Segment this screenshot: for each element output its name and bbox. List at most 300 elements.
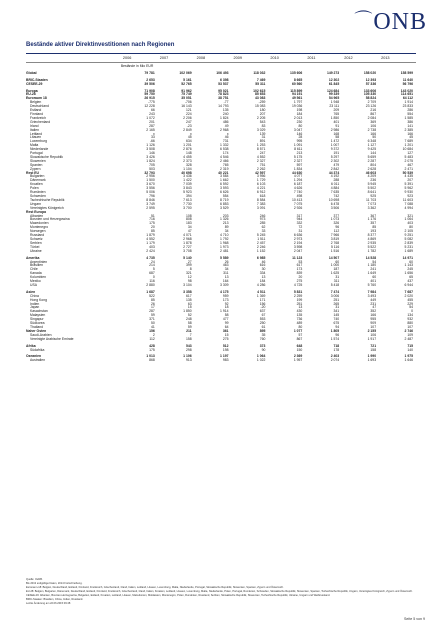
table-cell: 2 205 xyxy=(256,115,266,120)
table-cell: 35 051 xyxy=(181,96,192,101)
table-cell: 437 xyxy=(407,279,413,284)
table-cell: 95 021 xyxy=(218,88,229,93)
table-cell: 428 xyxy=(149,343,155,348)
table-cell: 715 xyxy=(407,343,413,348)
table-cell: 3 593 xyxy=(220,186,229,191)
table-cell: 9 930 xyxy=(404,190,413,195)
table-cell: 2 424 xyxy=(146,248,155,253)
row-label: Vereinigtes Königreich xyxy=(30,205,64,210)
table-cell: 2 628 xyxy=(367,166,377,171)
table-cell: 5 483 xyxy=(404,154,413,159)
table-cell: 3 029 xyxy=(256,127,266,132)
table-cell: 6 011 xyxy=(330,182,340,187)
table-cell: 4 884 xyxy=(330,186,340,191)
table-cell: 2 839 xyxy=(404,240,413,245)
table-cell: 54 965 xyxy=(328,96,340,101)
table-cell: 216 xyxy=(370,108,377,113)
table-cell: 39 506 xyxy=(144,81,155,86)
table-cell: 479 xyxy=(333,162,340,167)
table-cell: 2 155 xyxy=(367,328,377,333)
table-cell: 5 923 xyxy=(183,190,192,195)
table-cell: 4 286 xyxy=(256,282,266,287)
table-cell: 241 xyxy=(370,267,377,272)
table-cell: 3 506 xyxy=(330,205,340,210)
table-cell: 7 xyxy=(189,332,192,337)
footnote: BRIC-Staaten: Brasilien, China, Indien, Russland. xyxy=(26,598,84,601)
table-cell: 66 xyxy=(150,108,155,113)
table-cell: 10 413 xyxy=(291,197,303,202)
table-cell: 26 xyxy=(150,301,155,306)
table-cell: 705 xyxy=(149,162,155,167)
table-cell: 150 xyxy=(296,347,303,352)
table-cell: 285 xyxy=(259,221,266,226)
table-cell: 2 319 xyxy=(220,166,229,171)
table-cell: 554 xyxy=(222,194,229,198)
table-cell: 3 436 xyxy=(183,174,192,179)
table-cell: 80 xyxy=(409,225,413,230)
table-cell: 85 xyxy=(150,229,155,234)
table-cell: 11 703 xyxy=(365,197,377,202)
row-label: Rest Europa xyxy=(26,209,46,214)
table-cell: 5 831 xyxy=(293,289,303,294)
table-cell: 522 xyxy=(149,293,155,298)
table-cell: 59 750 xyxy=(144,92,155,97)
table-cell: 1 805 xyxy=(330,328,340,333)
table-cell: 53 xyxy=(298,259,303,264)
table-cell: 2 876 xyxy=(183,147,192,152)
table-cell: 240 xyxy=(222,111,229,116)
table-cell: 1 879 xyxy=(146,233,155,238)
table-cell: 1 007 xyxy=(330,143,340,148)
table-cell: 3 362 xyxy=(367,205,377,210)
table-cell: 158 599 xyxy=(400,70,413,75)
table-cell: 3 584 xyxy=(220,174,229,179)
table-cell: 114 651 xyxy=(400,92,413,97)
table-cell: 26 xyxy=(224,259,229,264)
table-cell: 6 985 xyxy=(256,255,266,260)
row-label: Afrika xyxy=(26,343,36,348)
row-label: Schweiz xyxy=(30,236,43,241)
row-label: Amerika xyxy=(26,255,40,260)
table-cell: 8 584 xyxy=(256,197,266,202)
table-cell: 18 xyxy=(224,305,229,310)
table-cell: 85 xyxy=(150,297,155,302)
table-cell: 2 165 xyxy=(146,127,155,132)
table-cell: 5 140 xyxy=(183,255,192,260)
table-cell: 60 xyxy=(409,259,413,264)
table-cell: 1 472 xyxy=(330,139,340,144)
row-label: CESEE-29 xyxy=(26,81,43,86)
table-cell: 2 385 xyxy=(404,127,413,132)
row-label: Estland xyxy=(30,108,42,113)
table-cell: 109 xyxy=(407,332,413,337)
row-label: Belgien xyxy=(30,100,42,105)
table-cell: 1 957 xyxy=(293,358,303,363)
table-cell: 3 598 xyxy=(293,244,303,249)
table-cell: 164 xyxy=(222,279,229,284)
table-cell: 543 xyxy=(259,119,266,124)
table-cell: 6 626 xyxy=(220,190,229,195)
table-cell: 5 297 xyxy=(330,154,340,159)
table-cell: 403 xyxy=(149,244,155,249)
table-cell: 198 xyxy=(296,108,303,113)
table-cell: 3 556 xyxy=(146,186,155,191)
row-label: Niederlande xyxy=(30,147,49,152)
table-cell: 1 253 xyxy=(256,143,266,148)
table-cell: 44 630 xyxy=(291,170,303,175)
table-cell: 839 xyxy=(296,271,303,276)
table-cell: 12 xyxy=(187,275,192,280)
table-cell: 403 xyxy=(407,221,413,226)
row-label: Russland xyxy=(30,233,45,238)
table-cell: -706 xyxy=(184,100,192,105)
table-cell: 246 xyxy=(259,213,266,218)
table-cell: 115 899 xyxy=(290,88,303,93)
row-label: Frankreich xyxy=(30,115,47,120)
table-cell: 1 201 xyxy=(183,143,192,148)
table-cell: 106 xyxy=(370,123,377,128)
table-cell: 369 xyxy=(370,119,377,124)
table-cell: 247 xyxy=(185,119,192,124)
table-cell: 107 xyxy=(407,325,413,329)
table-cell: 1 126 xyxy=(146,143,155,148)
table-cell: 23 833 xyxy=(402,104,413,109)
table-cell: 23 111 xyxy=(329,104,340,109)
table-cell: 158 xyxy=(185,336,192,341)
table-cell: 4 552 xyxy=(256,154,266,159)
table-cell: 637 xyxy=(259,309,266,314)
row-label: Irland xyxy=(30,123,39,128)
table-cell: 78 823 xyxy=(218,92,229,97)
table-cell: 959 xyxy=(222,293,229,298)
table-cell: 2 246 xyxy=(256,244,266,249)
table-cell: 0 xyxy=(411,309,413,314)
table-cell: 2 956 xyxy=(146,174,155,179)
table-cell: 57 336 xyxy=(365,81,377,86)
table-cell: 144 xyxy=(370,151,377,156)
table-cell: 394 xyxy=(185,194,192,198)
table-cell: 328 xyxy=(185,162,192,167)
table-cell: 4 994 xyxy=(404,205,413,210)
row-label: Naher Osten xyxy=(26,328,47,333)
table-cell: 135 xyxy=(185,297,192,302)
table-cell: 4 455 xyxy=(183,154,192,159)
table-cell: 1 574 xyxy=(330,336,340,341)
table-cell: 65 xyxy=(409,275,413,280)
table-cell: 3 091 xyxy=(256,205,266,210)
table-cell: 3 956 xyxy=(256,174,266,179)
table-cell: 173 xyxy=(296,267,303,272)
table-cell: 2 105 xyxy=(404,229,413,234)
table-cell: 75 749 xyxy=(181,92,192,97)
table-cell: 51 xyxy=(150,213,155,218)
table-cell: 6 398 xyxy=(220,77,229,82)
table-cell: 53 537 xyxy=(218,81,229,86)
table-cell: 112 xyxy=(149,336,155,341)
table-cell: 8 665 xyxy=(293,77,303,82)
table-row xyxy=(26,288,416,295)
table-cell: 2 013 xyxy=(293,115,303,120)
table-cell: 52 765 xyxy=(181,81,192,86)
table-cell: 7 383 xyxy=(256,201,266,206)
table-cell: 718 xyxy=(333,343,340,348)
table-cell: 5 xyxy=(152,267,155,272)
table-cell: 96 xyxy=(335,225,340,230)
table-cell: 43 083 xyxy=(255,96,266,101)
table-cell: 341 xyxy=(333,309,340,314)
table-cell: 7 740 xyxy=(293,190,303,195)
row-label: Ukraine xyxy=(30,248,42,253)
table-cell: 597 xyxy=(296,162,303,167)
table-cell: 1 127 xyxy=(367,143,377,148)
table-cell: 675 xyxy=(333,321,340,326)
row-label: Südkorea xyxy=(30,321,45,326)
year-header: 2010 xyxy=(268,55,305,62)
table-cell: 173 xyxy=(222,297,229,302)
table-cell: 5 589 xyxy=(220,255,229,260)
table-cell: 1 625 xyxy=(330,271,340,276)
table-cell: 247 xyxy=(259,151,266,156)
footnotes xyxy=(26,578,418,606)
table-cell: 760 xyxy=(259,336,266,341)
table-cell: 4 869 xyxy=(367,236,377,241)
table-cell: 213 xyxy=(296,151,303,156)
table-cell: 143 020 xyxy=(400,88,413,93)
table-cell: 83 xyxy=(261,123,266,128)
table-cell: 3 819 xyxy=(330,236,340,241)
table-cell: 1 064 xyxy=(256,354,266,359)
table-cell: 28 xyxy=(298,135,303,140)
table-cell: 23 126 xyxy=(365,104,377,109)
table-cell: 6 636 xyxy=(293,233,303,238)
table-cell: 1 824 xyxy=(220,115,229,120)
table-cell: 5 082 xyxy=(404,236,413,241)
table-cell: 102 615 xyxy=(253,88,266,93)
table-cell: 2 466 xyxy=(220,158,229,163)
table-cell: 617 xyxy=(185,293,192,298)
table-cell: 1 914 xyxy=(220,309,229,314)
table-cell: 33 xyxy=(150,135,155,140)
table-cell: 2 986 xyxy=(330,127,340,132)
year-header: 2009 xyxy=(232,55,269,62)
table-cell: 1 073 xyxy=(330,217,340,222)
table-cell: 106 xyxy=(370,332,377,337)
footnote: Letzte Änderung am 22.06.2015 09:48 xyxy=(26,602,71,605)
table-cell: 1 792 xyxy=(220,236,229,241)
row-label: Finnland xyxy=(30,111,44,116)
table-cell: 5 522 xyxy=(367,244,377,249)
table-cell: 486 xyxy=(222,119,229,124)
table-cell: 6 187 xyxy=(293,182,303,187)
unit-label: Bestände in Mio EUR xyxy=(120,63,154,68)
table-cell: 158 020 xyxy=(363,70,377,75)
table-cell: 1 179 xyxy=(146,240,155,245)
table-cell: 2 709 xyxy=(367,100,377,105)
table-cell: 89 xyxy=(224,225,229,230)
table-cell: 8 846 xyxy=(146,197,155,202)
table-cell: 7 687 xyxy=(404,289,413,294)
row-label: Australien xyxy=(30,358,46,363)
table-cell: 141 xyxy=(407,123,413,128)
row-label: Türkei xyxy=(30,244,40,249)
table-cell: 13 xyxy=(224,275,229,280)
table-cell: 463 xyxy=(222,263,229,268)
table-cell: 796 xyxy=(149,194,155,198)
table-cell: 2 074 xyxy=(330,358,340,363)
table-cell: 61 845 xyxy=(328,81,340,86)
table-cell: 742 xyxy=(333,194,340,198)
table-cell: 236 xyxy=(370,178,377,183)
table-cell: 52 xyxy=(187,313,192,318)
table-cell: 275 xyxy=(296,279,303,284)
table-cell: 54 xyxy=(409,305,413,310)
table-cell: 214 xyxy=(149,263,155,268)
table-cell: 16 143 xyxy=(181,104,192,109)
table-cell: 973 xyxy=(259,217,266,222)
table-cell: 373 xyxy=(259,343,266,348)
row-label: Bosnien und Herzegowina xyxy=(30,217,70,222)
table-cell: 4 735 xyxy=(146,255,155,260)
table-cell: 10 684 xyxy=(402,147,413,152)
table-cell: 357 xyxy=(370,221,377,226)
table-cell: 288 xyxy=(333,178,340,183)
table-cell: 56 796 xyxy=(402,81,413,86)
row-label: Ungarn xyxy=(30,201,42,206)
table-cell: 2 849 xyxy=(183,127,192,132)
page-number: Seite 5 von 9 xyxy=(404,617,425,621)
table-cell: 6 592 xyxy=(220,182,229,187)
table-cell: 127 xyxy=(407,151,413,156)
table-cell: 721 xyxy=(370,343,377,348)
table-cell: 1 000 xyxy=(330,263,340,268)
table-cell: 67 xyxy=(261,313,266,318)
table-cell: 11 640 xyxy=(402,77,413,82)
table-cell: 5 161 xyxy=(183,77,192,82)
table-cell: 5 006 xyxy=(146,190,155,195)
table-cell: 3 529 xyxy=(220,205,229,210)
table-cell: 543 xyxy=(185,343,192,348)
table-cell: 955 xyxy=(370,317,377,322)
table-cell: 85 653 xyxy=(255,92,266,97)
table-cell: 229 xyxy=(407,301,413,306)
table-cell: 40 698 xyxy=(181,170,192,175)
table-cell: 648 xyxy=(296,343,303,348)
table-cell: 46 xyxy=(261,259,266,264)
table-cell: 2 595 xyxy=(146,205,155,210)
table-cell: 17 xyxy=(150,305,155,310)
table-cell: 34 xyxy=(224,267,229,272)
table-cell: 1 687 xyxy=(146,289,155,294)
row-label: Kanada xyxy=(30,271,42,276)
table-cell: 41 xyxy=(150,325,155,329)
table-cell: 47 xyxy=(372,305,377,310)
table-cell: 2 327 xyxy=(293,158,303,163)
row-label: Malaysien xyxy=(30,313,46,318)
row-label: Japan xyxy=(30,305,40,310)
table-cell: 1 511 xyxy=(257,236,266,241)
table-cell: 207 xyxy=(407,178,413,183)
table-cell: 14 507 xyxy=(328,255,340,260)
row-label: Portugal xyxy=(30,151,43,156)
table-cell: 868 xyxy=(149,358,155,363)
table-cell: 63 xyxy=(187,301,192,306)
table-cell: 184 xyxy=(259,279,266,284)
table-cell: 371 xyxy=(149,317,155,322)
row-label: Schweden xyxy=(30,194,46,198)
table-cell: 10 698 xyxy=(328,197,340,202)
year-header: 2013 xyxy=(379,55,416,62)
footnote: CESEE-29: Albanien, Bosnien-Herzegowina, Bulgarien, Estland, Kroatien, Lettland, Litauen, Mazedonien, Moldawien, Montenegro, Polen, Rumänien, Russland, Serbien, Slowakische Republik, Slowenien, Tschechische Republik, Ukraine, Ungarn und Weißrussland. xyxy=(26,594,331,597)
row-label: Ozeanien xyxy=(26,354,42,359)
table-cell: 209 xyxy=(333,108,340,113)
table-cell: 243 xyxy=(149,111,155,116)
table-cell: 765 xyxy=(333,111,340,116)
table-cell: 55 311 xyxy=(255,81,266,86)
row-label: Thailand xyxy=(30,325,44,329)
table-cell: 15 083 xyxy=(255,104,266,109)
table-cell: 46 xyxy=(224,135,229,140)
table-cell: 2 206 xyxy=(183,115,192,120)
table-cell: 287 xyxy=(149,309,155,314)
row-label: Lettland xyxy=(30,131,43,136)
table-cell: 96 xyxy=(335,332,340,337)
table-cell: 80 xyxy=(298,325,303,329)
table-cell: 135 606 xyxy=(290,70,303,75)
table-cell: -775 xyxy=(147,100,155,105)
row-label: Saudi-Arabien xyxy=(30,332,52,337)
table-cell: 2 968 xyxy=(220,127,229,132)
table-cell: 367 xyxy=(370,213,377,218)
table-cell: 54 xyxy=(372,259,377,264)
table-cell: 361 xyxy=(222,328,229,333)
table-cell: 6 944 xyxy=(404,282,413,287)
table-cell: 184 xyxy=(296,111,303,116)
table-cell: 5 760 xyxy=(367,282,377,287)
table-cell: 4 725 xyxy=(293,282,303,287)
table-cell: 11 123 xyxy=(292,255,303,260)
table-cell: 1 824 xyxy=(146,158,155,163)
table-cell: x xyxy=(153,131,155,136)
table-cell: 2 457 xyxy=(256,240,266,245)
row-label: Südafrika xyxy=(30,347,45,352)
table-cell: 5 391 xyxy=(404,182,413,187)
table-cell: 334 xyxy=(259,271,266,276)
table-cell: 94 191 xyxy=(291,92,303,97)
table-cell: 71 908 xyxy=(144,88,155,93)
table-cell: 1 197 xyxy=(220,354,229,359)
table-cell: 99 xyxy=(224,321,229,326)
table-row xyxy=(26,359,416,363)
table-cell: 489 xyxy=(296,321,303,326)
table-cell: 1 077 xyxy=(293,328,303,333)
table-cell: 4 077 xyxy=(293,174,303,179)
table-cell: 6 478 xyxy=(330,201,340,206)
table-cell: 687 xyxy=(149,271,155,276)
table-cell: 3 700 xyxy=(183,205,192,210)
table-cell: 740 xyxy=(333,317,340,322)
table-cell: 40 221 xyxy=(218,170,229,175)
table-cell: 7 474 xyxy=(330,289,340,294)
table-cell: 1 797 xyxy=(293,100,303,105)
table-cell: 923 xyxy=(407,194,413,198)
table-cell: 31 xyxy=(335,305,340,310)
table-cell: 31 xyxy=(261,135,266,140)
table-cell: 107 xyxy=(370,325,377,329)
table-cell: 944 xyxy=(296,217,303,222)
table-cell: 983 xyxy=(222,358,229,363)
table-cell: 251 xyxy=(296,301,303,306)
table-cell: 2 968 xyxy=(183,236,192,241)
